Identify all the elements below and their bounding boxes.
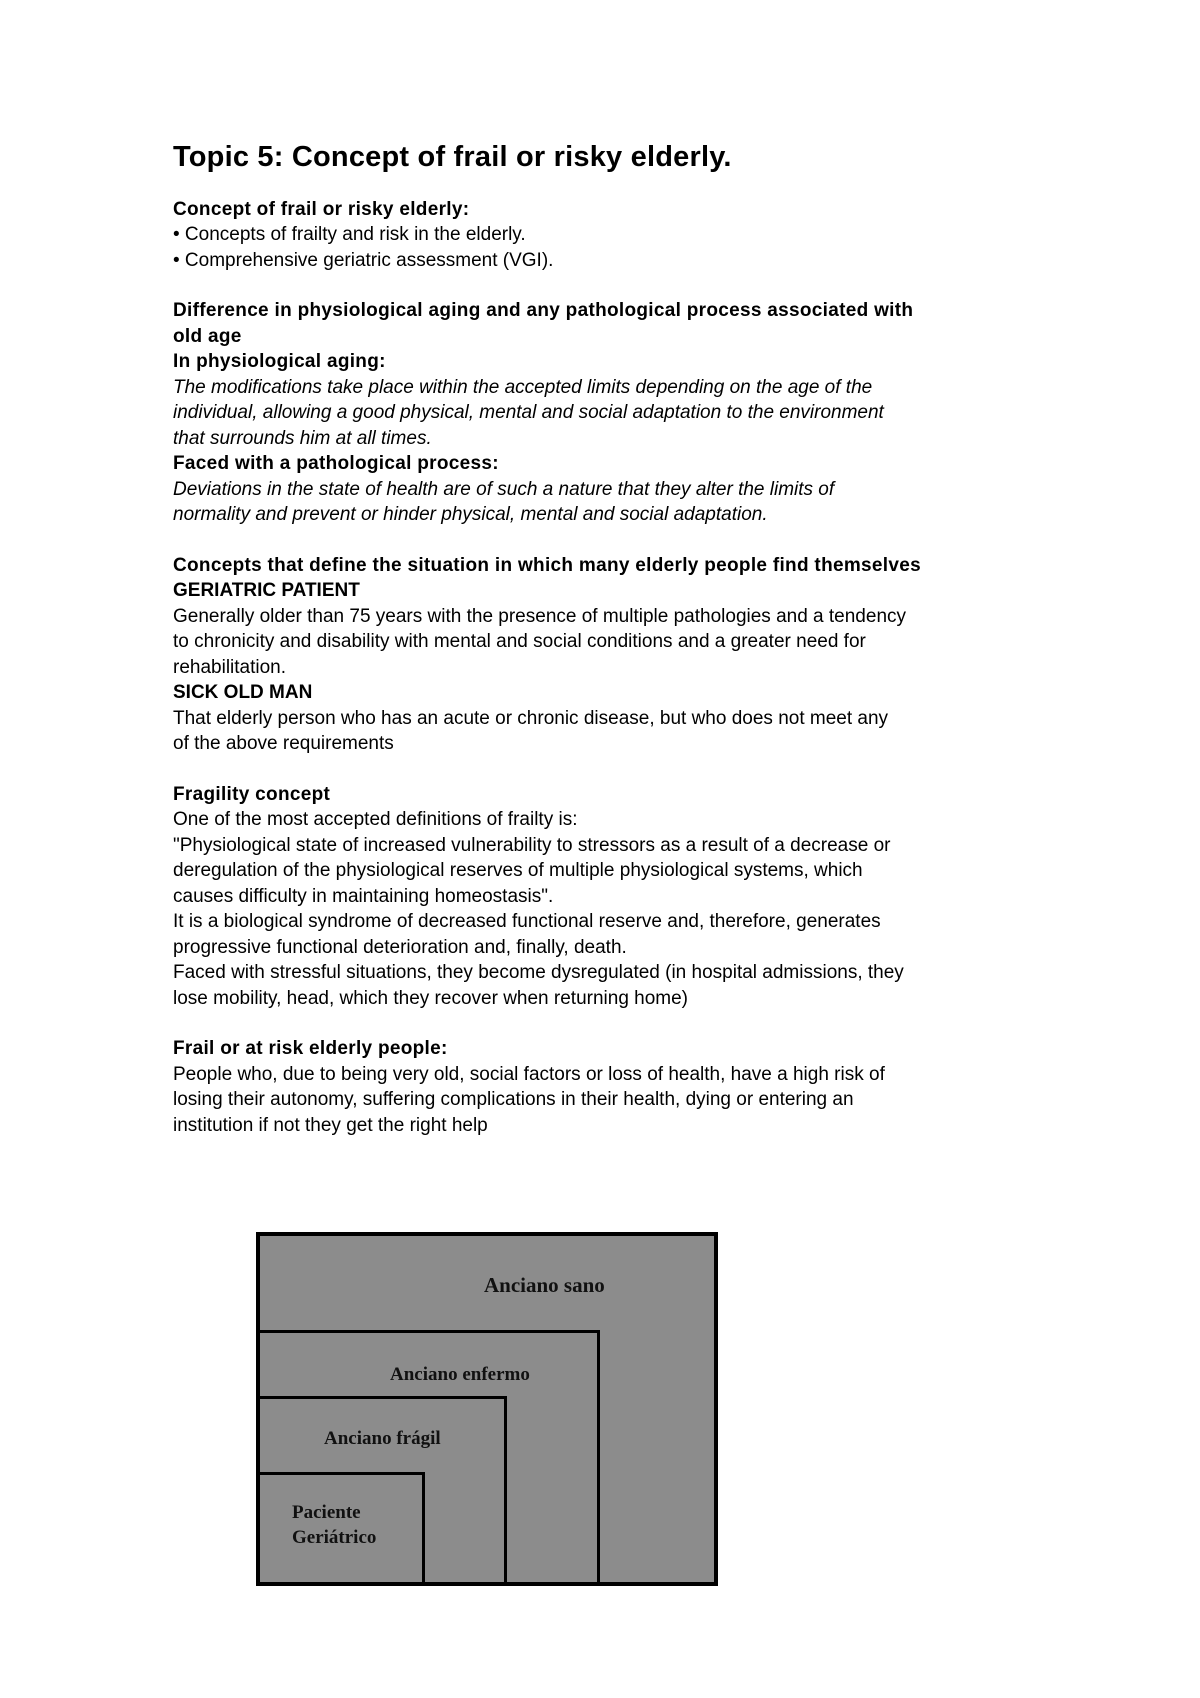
paragraph-line: normality and prevent or hinder physical, mental and social adaptation. [173,504,768,526]
paragraph-line: Deviations in the state of health are of such a nature that they alter the limits of [173,478,835,500]
subheading: GERIATRIC PATIENT [173,580,360,602]
bullet-item: • Concepts of frailty and risk in the elderly. [173,224,526,246]
subheading: In physiological aging: [173,351,386,373]
paragraph-line: rehabilitation. [173,656,287,678]
box-anciano-enfermo [260,1330,600,1582]
box-paciente-geriatrico [260,1472,425,1582]
document-page [173,140,1053,1138]
paragraph-line: of the above requirements [173,733,394,755]
paragraph-line: individual, allowing a good physical, mental and social adaptation to the environment [173,402,884,424]
paragraph-line: that surrounds him at all times. [173,427,432,449]
label-paciente-geriatrico [292,1501,376,1550]
paragraph-line: deregulation of the physiological reserves of multiple physiological systems, which [173,860,863,882]
paragraph-line: Generally older than 75 years with the presence of multiple pathologies and a tendency [173,605,907,627]
label-anciano-sano: Anciano sano [484,1273,605,1297]
subheading: Faced with a pathological process: [173,453,499,475]
paragraph-line: People who, due to being very old, social factors or loss of health, have a high risk of [173,1063,885,1085]
section-heading: old age [173,325,242,347]
paragraph-line: That elderly person who has an acute or chronic disease, but who does not meet any [173,707,889,729]
section-heading: Concepts that define the situation in which many elderly people find themselves [173,554,921,576]
label-anciano-fragil: Anciano frágil [324,1428,441,1449]
paragraph-line: losing their autonomy, suffering complications in their health, dying or entering an [173,1089,854,1111]
paragraph-line: progressive functional deterioration and, finally, death. [173,936,627,958]
label-anciano-enfermo: Anciano enfermo [390,1364,530,1385]
document-body [173,197,1053,1139]
paragraph-line: One of the most accepted definitions of frailty is: [173,809,578,831]
section-heading: Fragility concept [173,783,331,805]
paragraph-line: lose mobility, head, which they recover when returning home) [173,987,689,1009]
paragraph-line: "Physiological state of increased vulnerability to stressors as a result of a decrease or [173,834,891,856]
elderly-classification-diagram [256,1232,718,1586]
paragraph-line: to chronicity and disability with mental and social conditions and a greater need for [173,631,866,653]
section-heading: Frail or at risk elderly people: [173,1038,448,1060]
paragraph-line: institution if not they get the right help [173,1114,488,1136]
paragraph-line: It is a biological syndrome of decreased functional reserve and, therefore, generates [173,911,881,933]
label-paciente-line1: Paciente [292,1502,361,1523]
box-anciano-fragil [260,1396,507,1582]
section-heading: Concept of frail or risky elderly: [173,198,470,220]
paragraph-line: The modifications take place within the accepted limits depending on the age of the [173,376,873,398]
section-heading: Difference in physiological aging and any pathological process associated with [173,300,914,322]
paragraph-line: Faced with stressful situations, they become dysregulated (in hospital admissions, they [173,962,904,984]
bullet-item: • Comprehensive geriatric assessment (VGI). [173,249,554,271]
label-paciente-line2: Geriátrico [292,1526,377,1548]
page-title: Topic 5: Concept of frail or risky elderly. [173,141,732,173]
paragraph-line: causes difficulty in maintaining homeostasis". [173,885,554,907]
subheading: SICK OLD MAN [173,682,313,704]
